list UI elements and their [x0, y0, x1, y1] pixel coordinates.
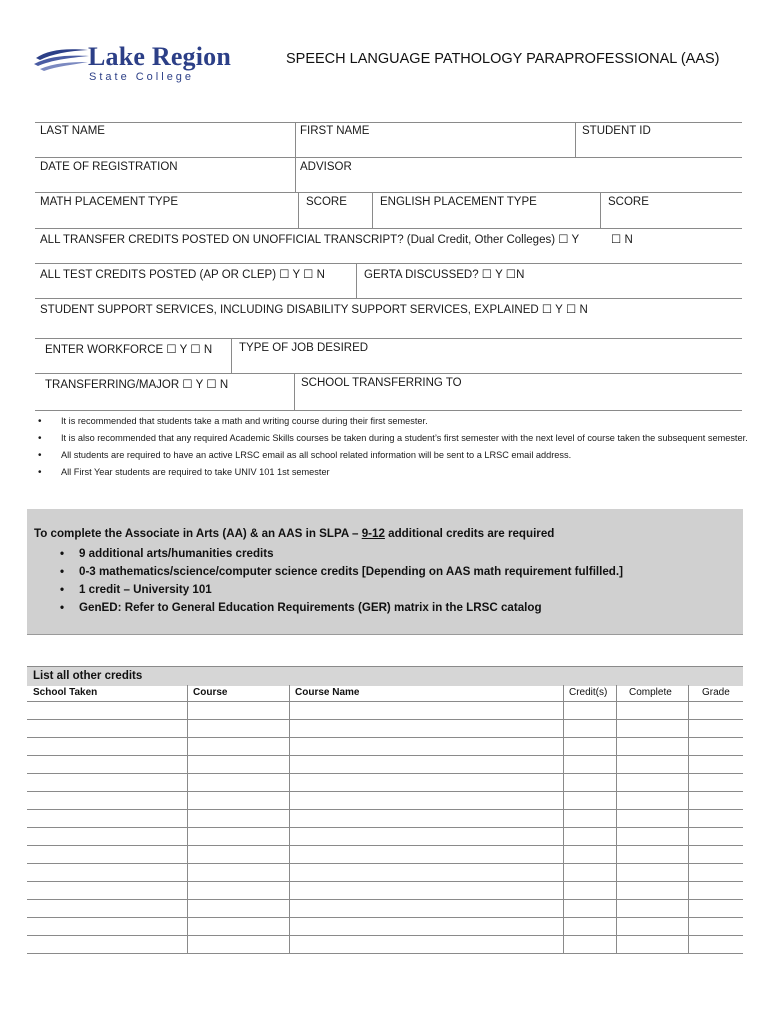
- column-header-course: Course: [193, 687, 228, 698]
- first-name-field[interactable]: FIRST NAME: [300, 125, 370, 137]
- list-item: • It is recommended that students take a math and writing course during their first semester.: [38, 413, 748, 430]
- table-row[interactable]: [27, 773, 743, 774]
- column-header-complete: Complete: [629, 687, 672, 698]
- table-row[interactable]: [27, 809, 743, 810]
- divider: [35, 338, 742, 339]
- divider: [231, 338, 232, 373]
- table-row[interactable]: [27, 881, 743, 882]
- table-row[interactable]: [27, 935, 743, 936]
- table-row[interactable]: [27, 791, 743, 792]
- column-header-course-name: Course Name: [295, 687, 360, 698]
- support-services-question[interactable]: STUDENT SUPPORT SERVICES, INCLUDING DISABILITY SUPPORT SERVICES, EXPLAINED ☐ Y: [40, 304, 563, 316]
- divider: [356, 263, 357, 298]
- registration-date-field[interactable]: DATE OF REGISTRATION: [40, 161, 178, 173]
- logo-name: Lake Region: [88, 42, 232, 71]
- test-credits-question[interactable]: ALL TEST CREDITS POSTED (AP OR CLEP) ☐ Y ☐ N: [40, 269, 325, 281]
- column-header-credits: Credit(s): [569, 687, 608, 698]
- divider: [35, 157, 742, 158]
- transfer-credits-question[interactable]: ALL TRANSFER CREDITS POSTED ON UNOFFICIAL TRANSCRIPT? (Dual Credit, Other Colleges) ☐ Y: [40, 234, 580, 246]
- list-item: • 9 additional arts/humanities credits: [60, 545, 623, 563]
- enter-workforce-question[interactable]: ENTER WORKFORCE ☐ Y ☐ N: [45, 344, 213, 356]
- column-header-grade: Grade: [702, 687, 730, 698]
- math-score-field[interactable]: SCORE: [306, 196, 347, 208]
- list-item: • It is also recommended that any required Academic Skills courses be taken during a student’s first semester with the next level of course taken the subsequent semester.: [38, 430, 748, 447]
- table-row[interactable]: [27, 953, 743, 954]
- requirements-title: To complete the Associate in Arts (AA) & an AAS in SLPA – 9-12 additional credits are required: [34, 527, 555, 540]
- table-row[interactable]: [27, 917, 743, 918]
- list-item: • GenED: Refer to General Education Requirements (GER) matrix in the LRSC catalog: [60, 599, 623, 617]
- list-item: • 1 credit – University 101: [60, 581, 623, 599]
- divider: [35, 410, 742, 411]
- column-divider: [616, 685, 617, 953]
- gerta-question[interactable]: GERTA DISCUSSED? ☐ Y ☐N: [364, 269, 525, 281]
- column-divider: [289, 685, 290, 953]
- math-placement-field[interactable]: MATH PLACEMENT TYPE: [40, 196, 179, 208]
- column-divider: [187, 685, 188, 953]
- divider: [294, 373, 295, 410]
- table-row[interactable]: [27, 737, 743, 738]
- divider: [35, 373, 742, 374]
- list-item: • 0-3 mathematics/science/computer science credits [Depending on AAS math requirement fulfilled.]: [60, 563, 623, 581]
- divider: [35, 228, 742, 229]
- divider: [298, 192, 299, 228]
- column-divider: [688, 685, 689, 953]
- credits-table-header: [27, 666, 743, 686]
- credits-table-caption: List all other credits: [33, 670, 143, 682]
- divider: [575, 122, 576, 157]
- student-id-field[interactable]: STUDENT ID: [582, 125, 651, 137]
- divider: [295, 122, 296, 193]
- english-score-field[interactable]: SCORE: [608, 196, 649, 208]
- school-transferring-field[interactable]: SCHOOL TRANSFERRING TO: [301, 377, 462, 389]
- list-item: • All First Year students are required to take UNIV 101 1st semester: [38, 464, 748, 481]
- table-row[interactable]: [27, 701, 743, 702]
- transferring-major-question[interactable]: TRANSFERRING/MAJOR ☐ Y ☐ N: [45, 379, 229, 391]
- table-row[interactable]: [27, 719, 743, 720]
- last-name-field[interactable]: LAST NAME: [40, 125, 105, 137]
- waves-logo-icon: [34, 44, 90, 72]
- divider: [372, 192, 373, 228]
- college-logo: [34, 40, 254, 88]
- requirements-list: [60, 545, 623, 617]
- divider: [600, 192, 601, 228]
- column-divider: [563, 685, 564, 953]
- transfer-credits-no-checkbox[interactable]: ☐ N: [611, 234, 633, 246]
- divider: [35, 263, 742, 264]
- list-item: • All students are required to have an active LRSC email as all school related information will be sent to a LRSC email address.: [38, 447, 748, 464]
- divider: [35, 192, 742, 193]
- support-services-no-checkbox[interactable]: ☐ N: [566, 304, 588, 316]
- divider: [35, 298, 742, 299]
- english-placement-field[interactable]: ENGLISH PLACEMENT TYPE: [380, 196, 537, 208]
- logo-subtitle: State College: [89, 71, 195, 83]
- advisor-field[interactable]: ADVISOR: [300, 161, 352, 173]
- table-row[interactable]: [27, 845, 743, 846]
- job-desired-field[interactable]: TYPE OF JOB DESIRED: [239, 342, 369, 354]
- table-row[interactable]: [27, 899, 743, 900]
- table-row[interactable]: [27, 755, 743, 756]
- notes-list: [38, 413, 748, 481]
- requirements-box: [27, 509, 743, 635]
- table-row[interactable]: [27, 863, 743, 864]
- page-title: SPEECH LANGUAGE PATHOLOGY PARAPROFESSIONAL (AAS): [286, 51, 720, 67]
- column-header-school: School Taken: [33, 687, 98, 698]
- table-row[interactable]: [27, 827, 743, 828]
- divider: [35, 122, 742, 123]
